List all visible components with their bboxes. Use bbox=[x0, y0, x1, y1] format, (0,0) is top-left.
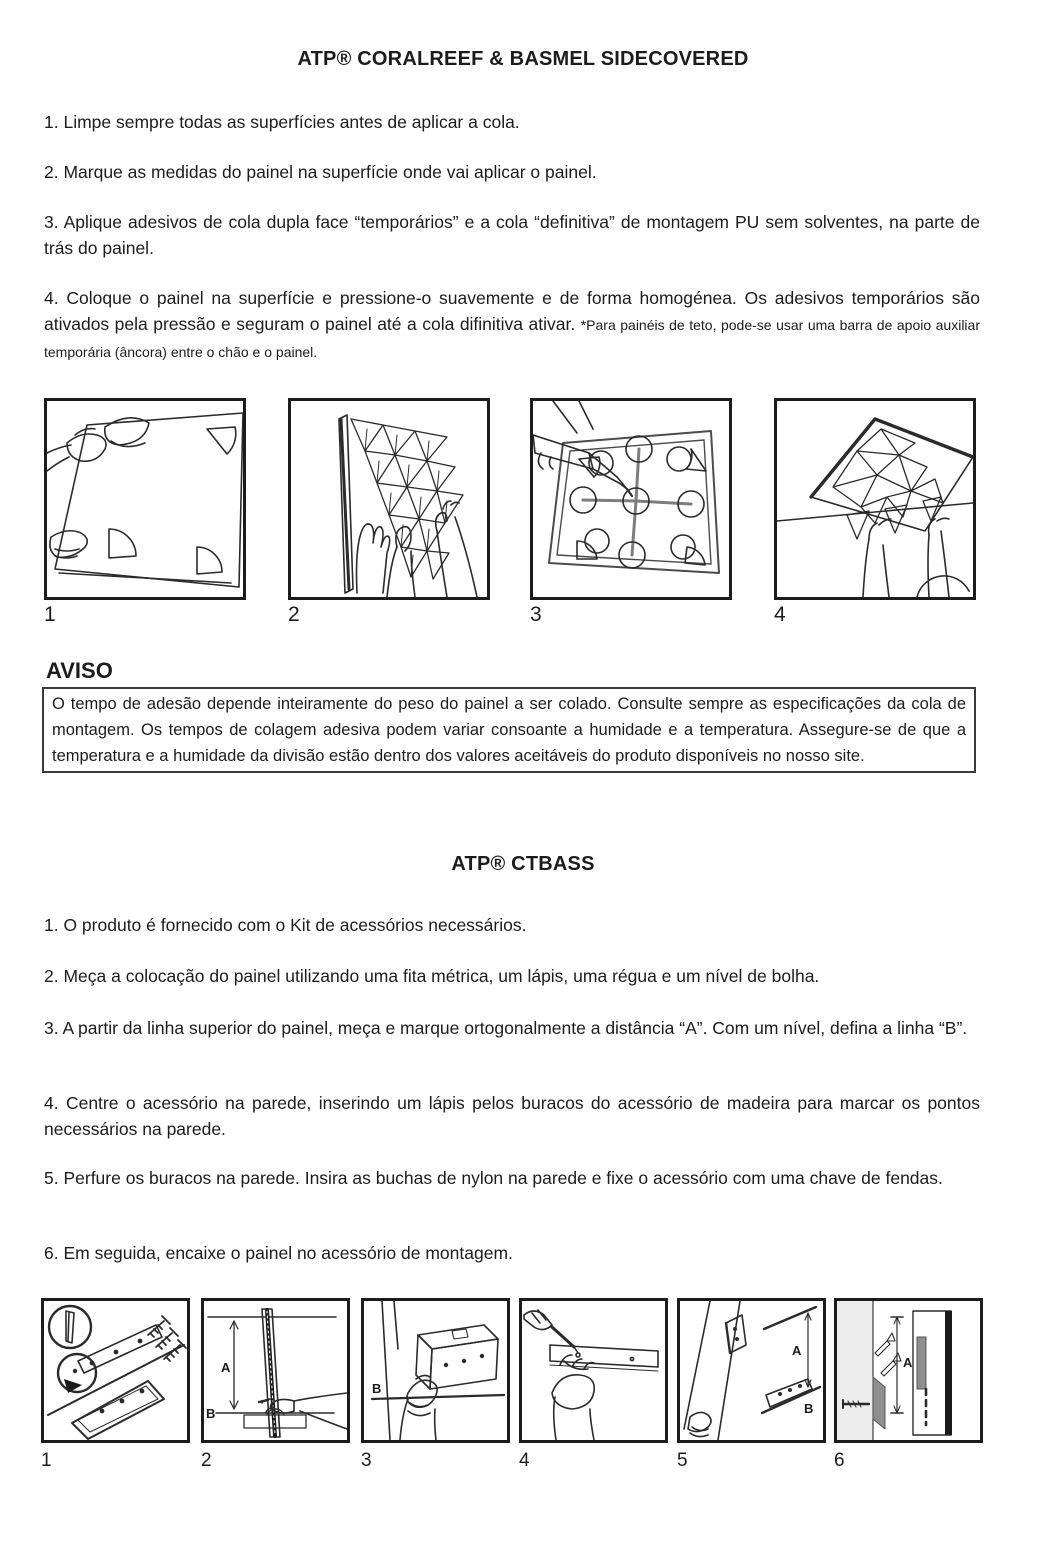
figure-number: 3 bbox=[361, 1450, 372, 1471]
section1-step-4-text: 4. Coloque o painel na superfície e pressione-o suavemente e de forma homogénea. Os adesivos temporários são ativados pela pressão e seguram o painel até a cola difinitiva ativar. bbox=[44, 288, 980, 334]
figure-number: 4 bbox=[774, 603, 786, 626]
figure-panel-adhesive-image bbox=[288, 398, 490, 600]
figure-number: 3 bbox=[530, 603, 542, 626]
figure-align-panel bbox=[677, 1298, 826, 1471]
figure-accessory-kit-image bbox=[41, 1298, 190, 1443]
figure-fix-bracket bbox=[519, 1298, 668, 1471]
figure-glue-application-image bbox=[530, 398, 732, 600]
section2-title: ATP® CTBASS bbox=[451, 853, 595, 875]
section2-step-5: 5. Perfure os buracos na parede. Insira as buchas de nylon na parede e fixe o acessório com uma chave de fendas. bbox=[44, 1168, 943, 1188]
section2-step-2: 2. Meça a colocação do painel utilizando uma fita métrica, um lápis, uma régua e um nível de bolha. bbox=[44, 966, 820, 986]
section2-step-4: 4. Centre o acessório na parede, inserindo um lápis pelos buracos do acessório de madeira para marcar os pontos necessários na parede. bbox=[44, 1093, 980, 1139]
dimension-b-label: B bbox=[206, 1406, 216, 1421]
warning-box: O tempo de adesão depende inteiramente do peso do painel a ser colado. Consulte sempre as especificações da cola de montagem. Os tempos de colagem adesiva podem variar consoante a humidade e a temperatura. Assegure-se de que a temperatura e a humidade da divisão estão dentro dos valores aceitáveis do produto disponíveis no nosso site. bbox=[42, 687, 976, 773]
dimension-a-label: A bbox=[903, 1355, 913, 1370]
section1-title: ATP® CORALREEF & BASMEL SIDECOVERED bbox=[297, 48, 749, 70]
figure-align-panel-image bbox=[677, 1298, 826, 1443]
dimension-b-label: B bbox=[804, 1401, 814, 1416]
section1-step-4-note: *Para painéis de teto, pode-se usar uma barra de apoio auxiliar temporária (âncora) entre o chão e o painel. bbox=[44, 317, 980, 360]
figure-fix-bracket-image bbox=[519, 1298, 668, 1443]
section2-step-6: 6. Em seguida, encaixe o painel no acessório de montagem. bbox=[44, 1243, 513, 1263]
figure-position-bracket bbox=[361, 1298, 510, 1471]
figure-number: 2 bbox=[201, 1450, 212, 1471]
figure-position-bracket-image bbox=[361, 1298, 510, 1443]
figure-clean-surface-image bbox=[44, 398, 246, 600]
figure-glue-application bbox=[530, 398, 732, 626]
section1-step-4 bbox=[44, 285, 980, 365]
figure-number: 1 bbox=[41, 1450, 52, 1471]
figure-number: 4 bbox=[519, 1450, 530, 1471]
section1-step-2: 2. Marque as medidas do painel na superfície onde vai aplicar o painel. bbox=[44, 162, 597, 182]
figure-press-panel-image bbox=[774, 398, 976, 600]
figure-measure-distance-image bbox=[201, 1298, 350, 1443]
figure-clean-surface bbox=[44, 398, 246, 626]
dimension-b-label: B bbox=[372, 1381, 382, 1396]
section2-step-3: 3. A partir da linha superior do painel, meça e marque ortogonalmente a distância “A”. Com um nível, defina a linha “B”. bbox=[44, 1018, 968, 1038]
dimension-a-label: A bbox=[221, 1360, 231, 1375]
warning-title: AVISO bbox=[46, 658, 113, 683]
section1-step-1: 1. Limpe sempre todas as superfícies antes de aplicar a cola. bbox=[44, 112, 520, 132]
figure-number: 2 bbox=[288, 603, 300, 626]
section2-step-1: 1. O produto é fornecido com o Kit de acessórios necessários. bbox=[44, 915, 527, 935]
dimension-a-label: A bbox=[792, 1343, 802, 1358]
figure-number: 6 bbox=[834, 1450, 845, 1471]
figure-mount-section bbox=[834, 1298, 983, 1471]
figure-number: 5 bbox=[677, 1450, 688, 1471]
figure-accessory-kit bbox=[41, 1298, 190, 1471]
figure-number: 1 bbox=[44, 603, 56, 626]
section1-step-3: 3. Aplique adesivos de cola dupla face “temporários” e a cola “definitiva” de montagem PU sem solventes, na parte de trás do painel. bbox=[44, 212, 980, 258]
figure-mount-section-image bbox=[834, 1298, 983, 1443]
figure-press-panel bbox=[774, 398, 976, 626]
figure-measure-distance bbox=[201, 1298, 350, 1471]
figure-panel-adhesive bbox=[288, 398, 490, 626]
